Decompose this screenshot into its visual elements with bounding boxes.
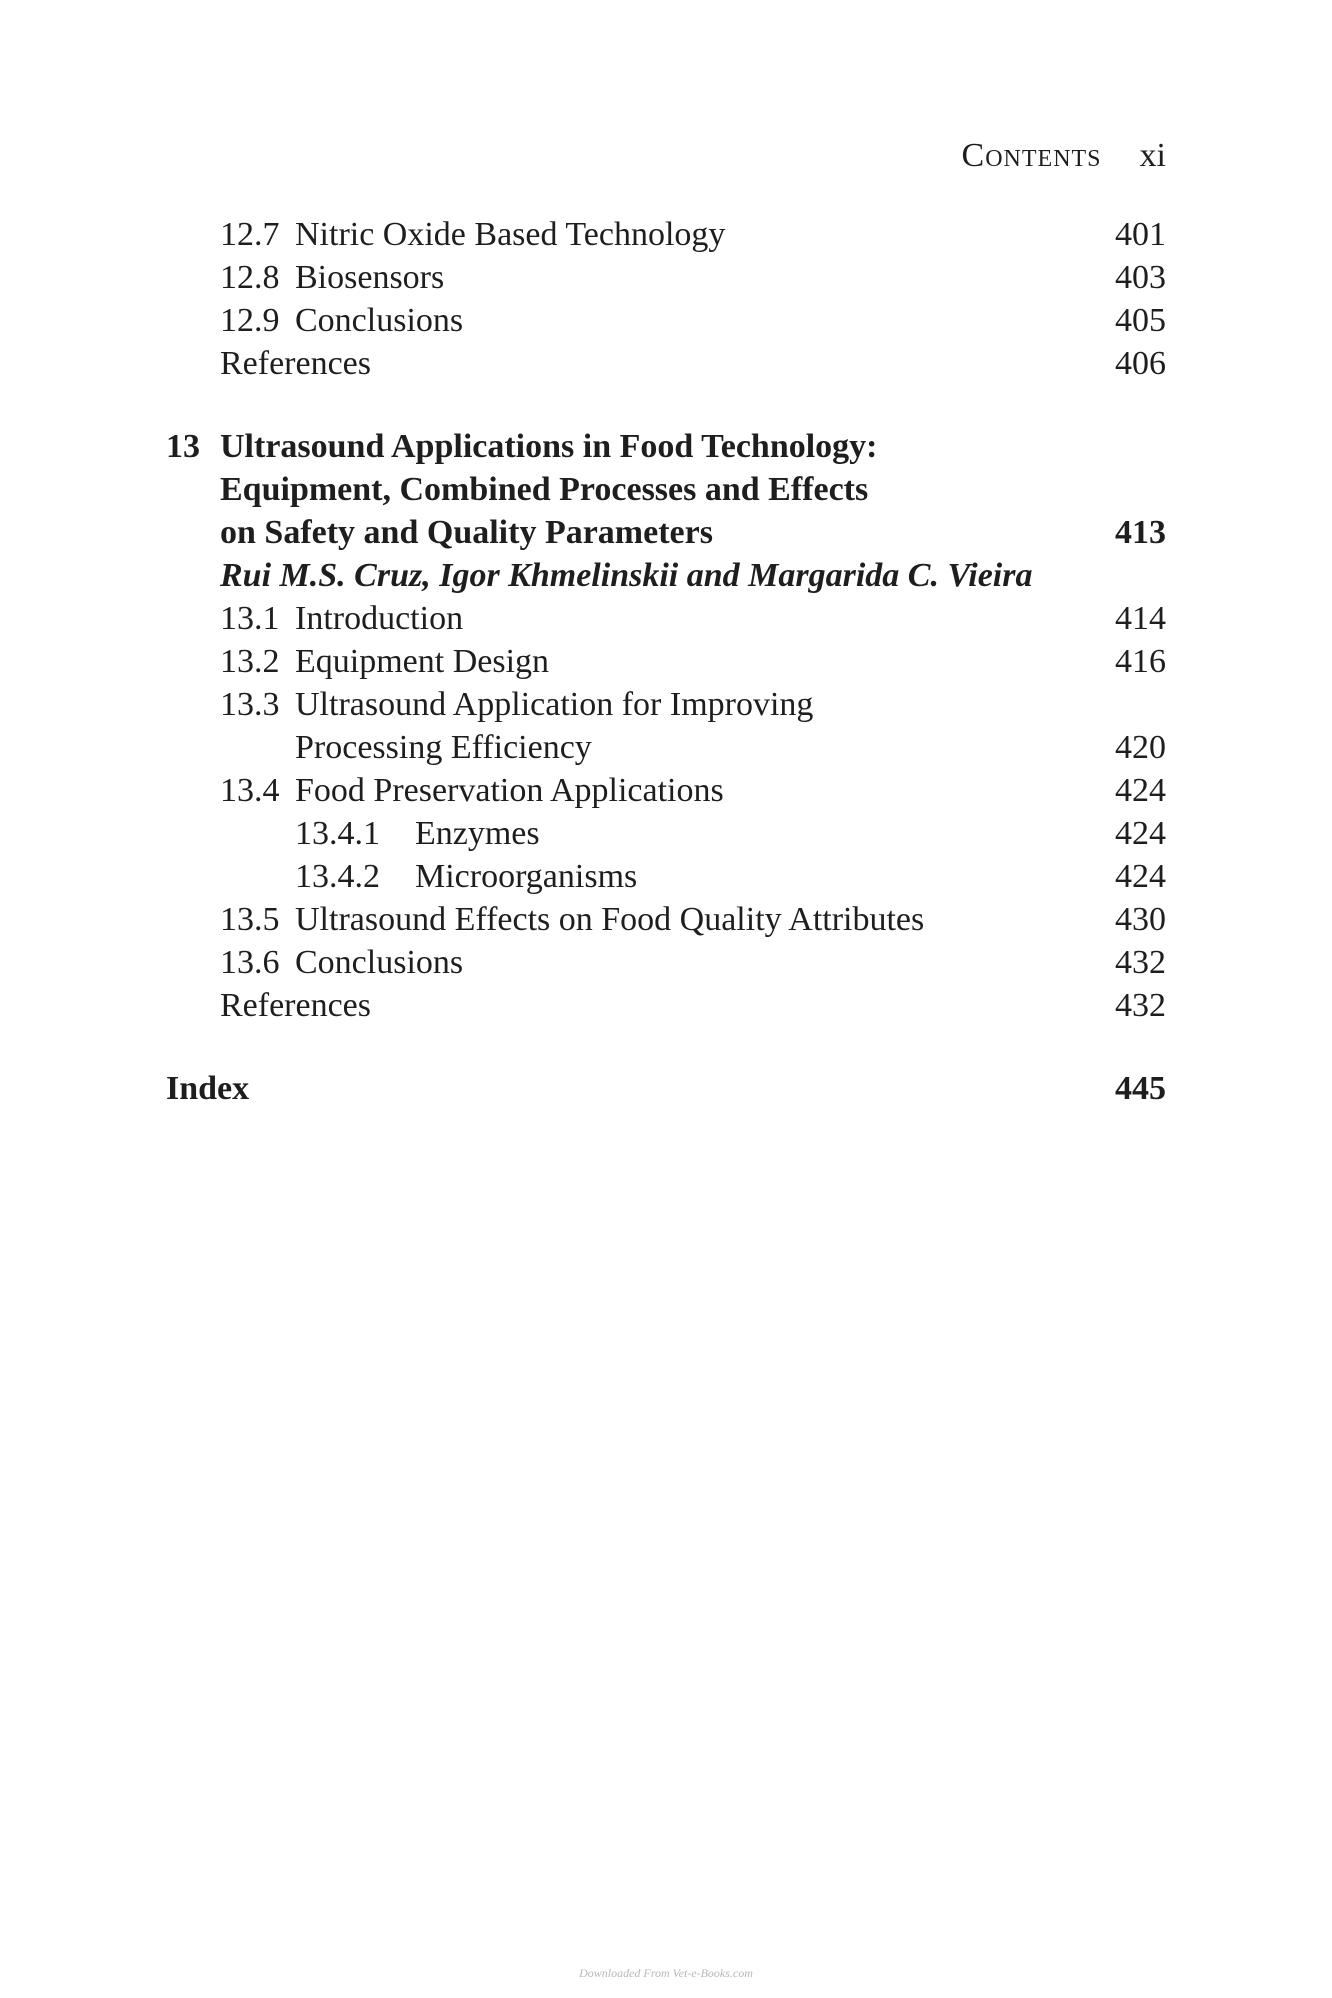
toc-chapter-13 [166,425,1166,468]
chapter-authors: Rui M.S. Cruz, Igor Khmelinskii and Margarida C. Vieira [220,557,1033,594]
section-number: 13.2 [220,643,280,680]
section-title: Introduction [295,600,464,637]
chapter-title-line-3: on Safety and Quality Parameters [220,514,713,551]
references-title: References [220,345,372,382]
toc-entry-13-6 [166,941,1166,984]
index-title: Index [166,1070,250,1107]
toc-chapter-13-authors [166,554,1166,597]
toc-chapter-13-cont [166,511,1166,554]
chapter-number: 13 [166,428,200,465]
page-ref: 406 [1115,345,1166,382]
download-watermark: Downloaded From Vet-e-Books.com [579,1966,753,1980]
section-title-line-2: Processing Efficiency [295,729,592,766]
section-number: 13.6 [220,944,280,981]
section-number: 12.9 [220,302,280,339]
page-ref: 403 [1115,259,1166,296]
toc-entry-13-5 [166,898,1166,941]
toc-entry-12-9 [166,299,1166,342]
page-ref: 424 [1115,772,1166,809]
running-title: Contents [961,137,1102,174]
section-number: 13.4 [220,772,280,809]
toc-entry-12-8 [166,256,1166,299]
page-ref: 424 [1115,858,1166,895]
page-ref: 432 [1115,987,1166,1024]
chapter-title-line-2: Equipment, Combined Processes and Effects [220,471,869,508]
page-ref: 432 [1115,944,1166,981]
references-title: References [220,987,372,1024]
toc-entry-13-4-1 [166,812,1166,855]
running-header [962,134,1166,178]
toc-entry-13-3 [166,683,1166,726]
page-ref: 405 [1115,302,1166,339]
subsection-number: 13.4.1 [295,815,380,852]
section-title: Nitric Oxide Based Technology [295,216,726,253]
toc-chapter-13-cont [166,468,1166,511]
section-number: 12.7 [220,216,280,253]
subsection-number: 13.4.2 [295,858,380,895]
section-number: 12.8 [220,259,280,296]
page-number: xi [1139,137,1166,174]
page-ref: 416 [1115,643,1166,680]
section-title-line-1: Ultrasound Application for Improving [295,686,814,723]
toc-entry-references-12 [166,342,1166,385]
section-title: Equipment Design [295,643,550,680]
toc-entry-index [166,1067,1166,1110]
section-number: 13.5 [220,901,280,938]
page-ref: 414 [1115,600,1166,637]
page-ref: 420 [1115,729,1166,766]
toc-entry-references-13 [166,984,1166,1027]
section-number: 13.3 [220,686,280,723]
page-ref: 424 [1115,815,1166,852]
page-ref: 413 [1115,514,1166,551]
page-ref: 430 [1115,901,1166,938]
toc-entry-13-1 [166,597,1166,640]
subsection-title: Microorganisms [415,858,638,895]
toc-entry-13-4 [166,769,1166,812]
section-title: Biosensors [295,259,445,296]
section-title: Conclusions [295,944,464,981]
page-ref: 401 [1115,216,1166,253]
subsection-title: Enzymes [415,815,540,852]
section-title: Food Preservation Applications [295,772,724,809]
page-ref: 445 [1115,1070,1166,1107]
toc-entry-13-3-cont [166,726,1166,769]
chapter-title-line-1: Ultrasound Applications in Food Technology: [220,428,878,465]
toc-entry-13-2 [166,640,1166,683]
table-of-contents [166,213,1166,1110]
section-title: Ultrasound Effects on Food Quality Attributes [295,901,925,938]
section-number: 13.1 [220,600,280,637]
toc-entry-12-7 [166,213,1166,256]
section-title: Conclusions [295,302,464,339]
toc-entry-13-4-2 [166,855,1166,898]
